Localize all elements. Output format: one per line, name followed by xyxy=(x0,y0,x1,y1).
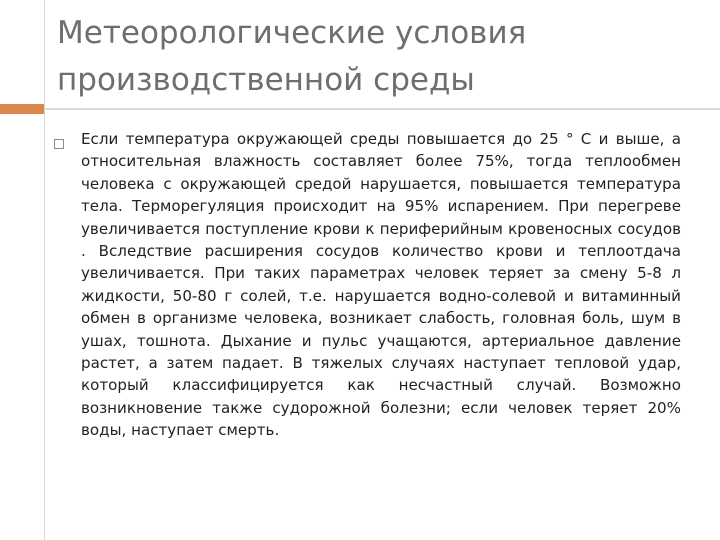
accent-bar xyxy=(0,104,44,114)
hollow-square-bullet-icon xyxy=(54,139,64,149)
slide-title: Метеорологические условия производственной среды xyxy=(57,15,527,98)
left-vertical-rule xyxy=(44,0,45,540)
body-paragraph: Если температура окружающей среды повышается до 25 ° С и выше, а относительная влажность составляет более 75%, тогда теплообмен человека с окружающей средой нарушается, повышается температура тела. Терморегуляция происходит на 95% испарением. При перегреве увеличивается поступление крови к периферийным кровеносных сосудов . Вследствие расширения сосудов количество крови и теплоотдача увеличивается. При таких параметрах человек теряет за смену 5-8 л жидкости, 50-80 г солей, т.е. нарушается водно-солевой и витаминный обмен в организме человека, возникает слабость, головная боль, шум в ушах, тошнота. Дыхание и пульс учащаются, артериальное давление растет, а затем падает. В тяжелых случаях наступает тепловой удар, который классифицируется как несчастный случай. Возможно возникновение также судорожной болезни; если человек теряет 20% воды, наступает смерть. xyxy=(81,130,681,440)
title-divider xyxy=(44,108,720,110)
